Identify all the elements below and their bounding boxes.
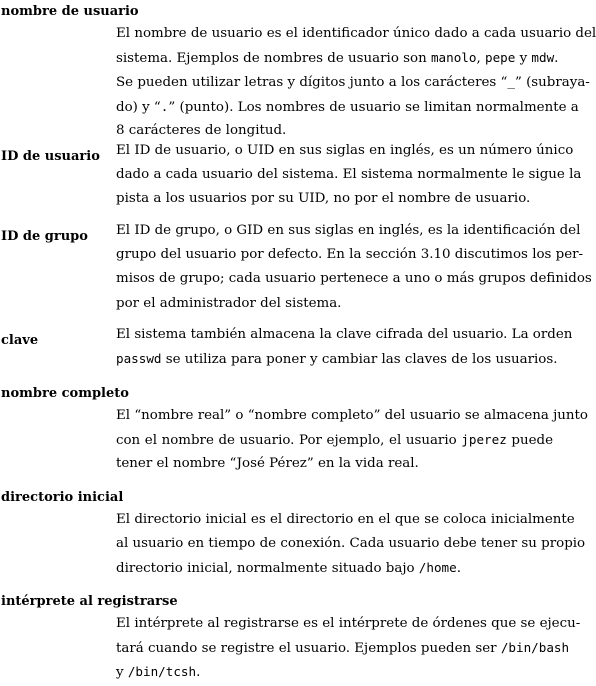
inline-code: manolo (430, 50, 477, 66)
description-line: directorio inicial, normalmente situado bajo /home. (116, 560, 461, 577)
description-line: dado a cada usuario del sistema. El sistema normalmente le sigue la (116, 167, 582, 183)
description-line: Se pueden utilizar letras y dígitos junto a los carácteres “_” (subraya- (116, 74, 590, 91)
definition-term: clave (1, 333, 39, 348)
description-line: El ID de grupo, o GID en sus siglas en inglés, es la identificación del (116, 223, 581, 238)
description-line: misos de grupo; cada usuario pertenece a uno o más grupos definidos (116, 271, 592, 287)
description-line: al usuario en tiempo de conexión. Cada usuario debe tener su propio (116, 536, 586, 552)
description-line: sistema. Ejemplos de nombres de usuario son manolo, pepe y mdw. (116, 50, 559, 67)
description-line: pista a los usuarios por su UID, no por el nombre de usuario. (116, 191, 531, 207)
description-line: El sistema también almacena la clave cifrada del usuario. La orden (116, 327, 573, 342)
description-line: con el nombre de usuario. Por ejemplo, el usuario jperez puede (116, 432, 553, 449)
description-line: y /bin/tcsh. (116, 664, 201, 681)
inline-code: /home (418, 560, 457, 576)
description-line: por el administrador del sistema. (116, 295, 342, 311)
description-line: grupo del usuario por defecto. En la sección 3.10 discutimos los per- (116, 247, 584, 263)
definition-term: ID de usuario (1, 149, 100, 164)
definition-description (116, 508, 586, 581)
definition-term: directorio inicial (1, 490, 124, 505)
definition-description (116, 404, 588, 477)
definition-description (116, 22, 596, 143)
definition-term: intérprete al registrarse (1, 594, 178, 609)
definition-description (116, 612, 581, 685)
description-line: El ID de usuario, o UID en sus siglas en inglés, es un número único (116, 143, 574, 158)
description-line: tará cuando se registre el usuario. Ejemplos pueden ser /bin/bash (116, 640, 570, 657)
definition-description (116, 139, 582, 212)
inline-code: pepe (484, 50, 516, 66)
definition-term: nombre de usuario (1, 4, 139, 19)
description-line: El directorio inicial es el directorio en el que se coloca inicialmente (116, 512, 575, 527)
description-line: 8 carácteres de longitud. (116, 122, 287, 138)
description-line: tener el nombre “José Pérez” en la vida real. (116, 456, 419, 472)
description-line: do) y “.” (punto). Los nombres de usuario se limitan normalmente a (116, 98, 579, 115)
inline-code: mdw (531, 50, 555, 66)
inline-code: _ (507, 74, 515, 90)
description-line: passwd se utiliza para poner y cambiar las claves de los usuarios. (116, 351, 558, 368)
description-line: El nombre de usuario es el identificador único dado a cada usuario del (116, 26, 596, 41)
inline-code: passwd (116, 351, 162, 367)
description-line: El “nombre real” o “nombre completo” del usuario se almacena junto (116, 408, 588, 423)
inline-code: /bin/bash (500, 640, 570, 656)
description-line: El intérprete al registrarse es el intérprete de órdenes que se ejecu- (116, 616, 581, 631)
definition-term: nombre completo (1, 386, 129, 401)
definition-description (116, 219, 592, 316)
inline-code: . (160, 98, 169, 114)
definition-description (116, 323, 573, 371)
inline-code: /bin/tcsh (127, 664, 197, 680)
definition-term: ID de grupo (1, 229, 88, 244)
inline-code: jperez (461, 432, 507, 448)
